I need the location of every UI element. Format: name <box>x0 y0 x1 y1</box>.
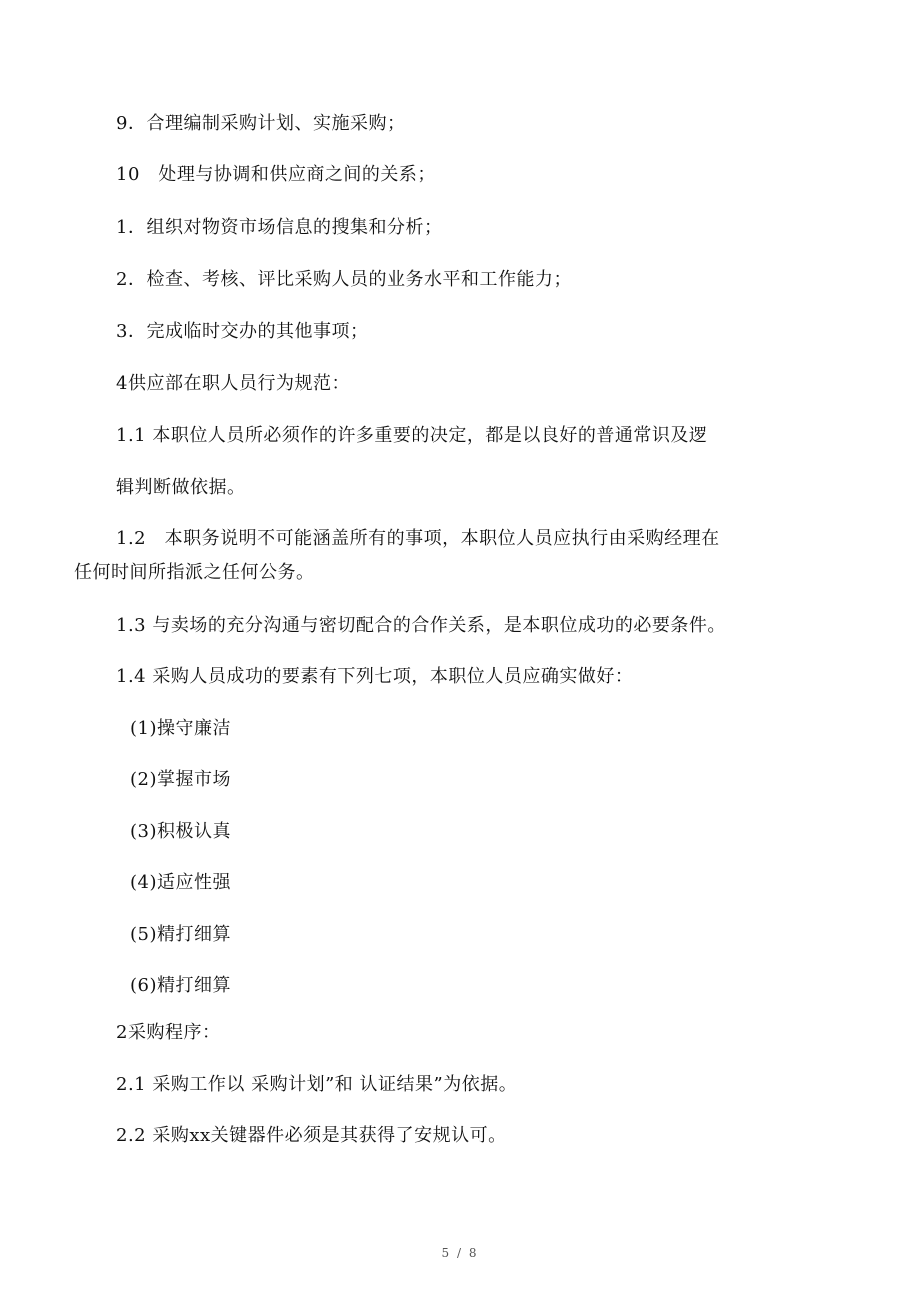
text-line: 2．检查、考核、评比采购人员的业务水平和工作能力； <box>116 269 572 290</box>
text-line: 2.1 采购工作以 采购计划”和 认证结果”为依据。 <box>116 1074 518 1095</box>
text-line: 3．完成临时交办的其他事项； <box>116 321 369 342</box>
text-line: 任何时间所指派之任何公务。 <box>74 562 315 583</box>
list-item: (3)积极认真 <box>130 821 231 842</box>
page-number: 5 / 8 <box>441 1246 479 1260</box>
list-item: (6)精打细算 <box>130 975 231 996</box>
list-item: (2)掌握市场 <box>130 769 231 790</box>
text-line: 1.1 本职位人员所必须作的许多重要的决定，都是以良好的普通常识及逻 <box>116 425 708 446</box>
text-line: 2.2 采购xx关键器件必须是其获得了安规认可。 <box>116 1125 507 1146</box>
text-line: 10 处理与协调和供应商之间的关系； <box>116 164 436 185</box>
list-item: (1)操守廉洁 <box>130 718 231 739</box>
text-line: 辑判断做依据。 <box>116 477 246 498</box>
text-line: 1.3 与卖场的充分沟通与密切配合的合作关系，是本职位成功的必要条件。 <box>116 615 726 636</box>
text-line: 1．组织对物资市场信息的搜集和分析； <box>116 217 443 238</box>
text-line: 4供应部在职人员行为规范： <box>116 373 350 394</box>
list-item: (5)精打细算 <box>130 924 231 945</box>
text-line: 1.4 采购人员成功的要素有下列七项，本职位人员应确实做好： <box>116 666 634 687</box>
text-line: 9．合理编制采购计划、实施采购； <box>116 113 406 134</box>
text-line: 2采购程序： <box>116 1022 221 1043</box>
list-item: (4)适应性强 <box>130 872 231 893</box>
text-line: 1.2 本职务说明不可能涵盖所有的事项，本职位人员应执行由采购经理在 <box>116 528 720 549</box>
